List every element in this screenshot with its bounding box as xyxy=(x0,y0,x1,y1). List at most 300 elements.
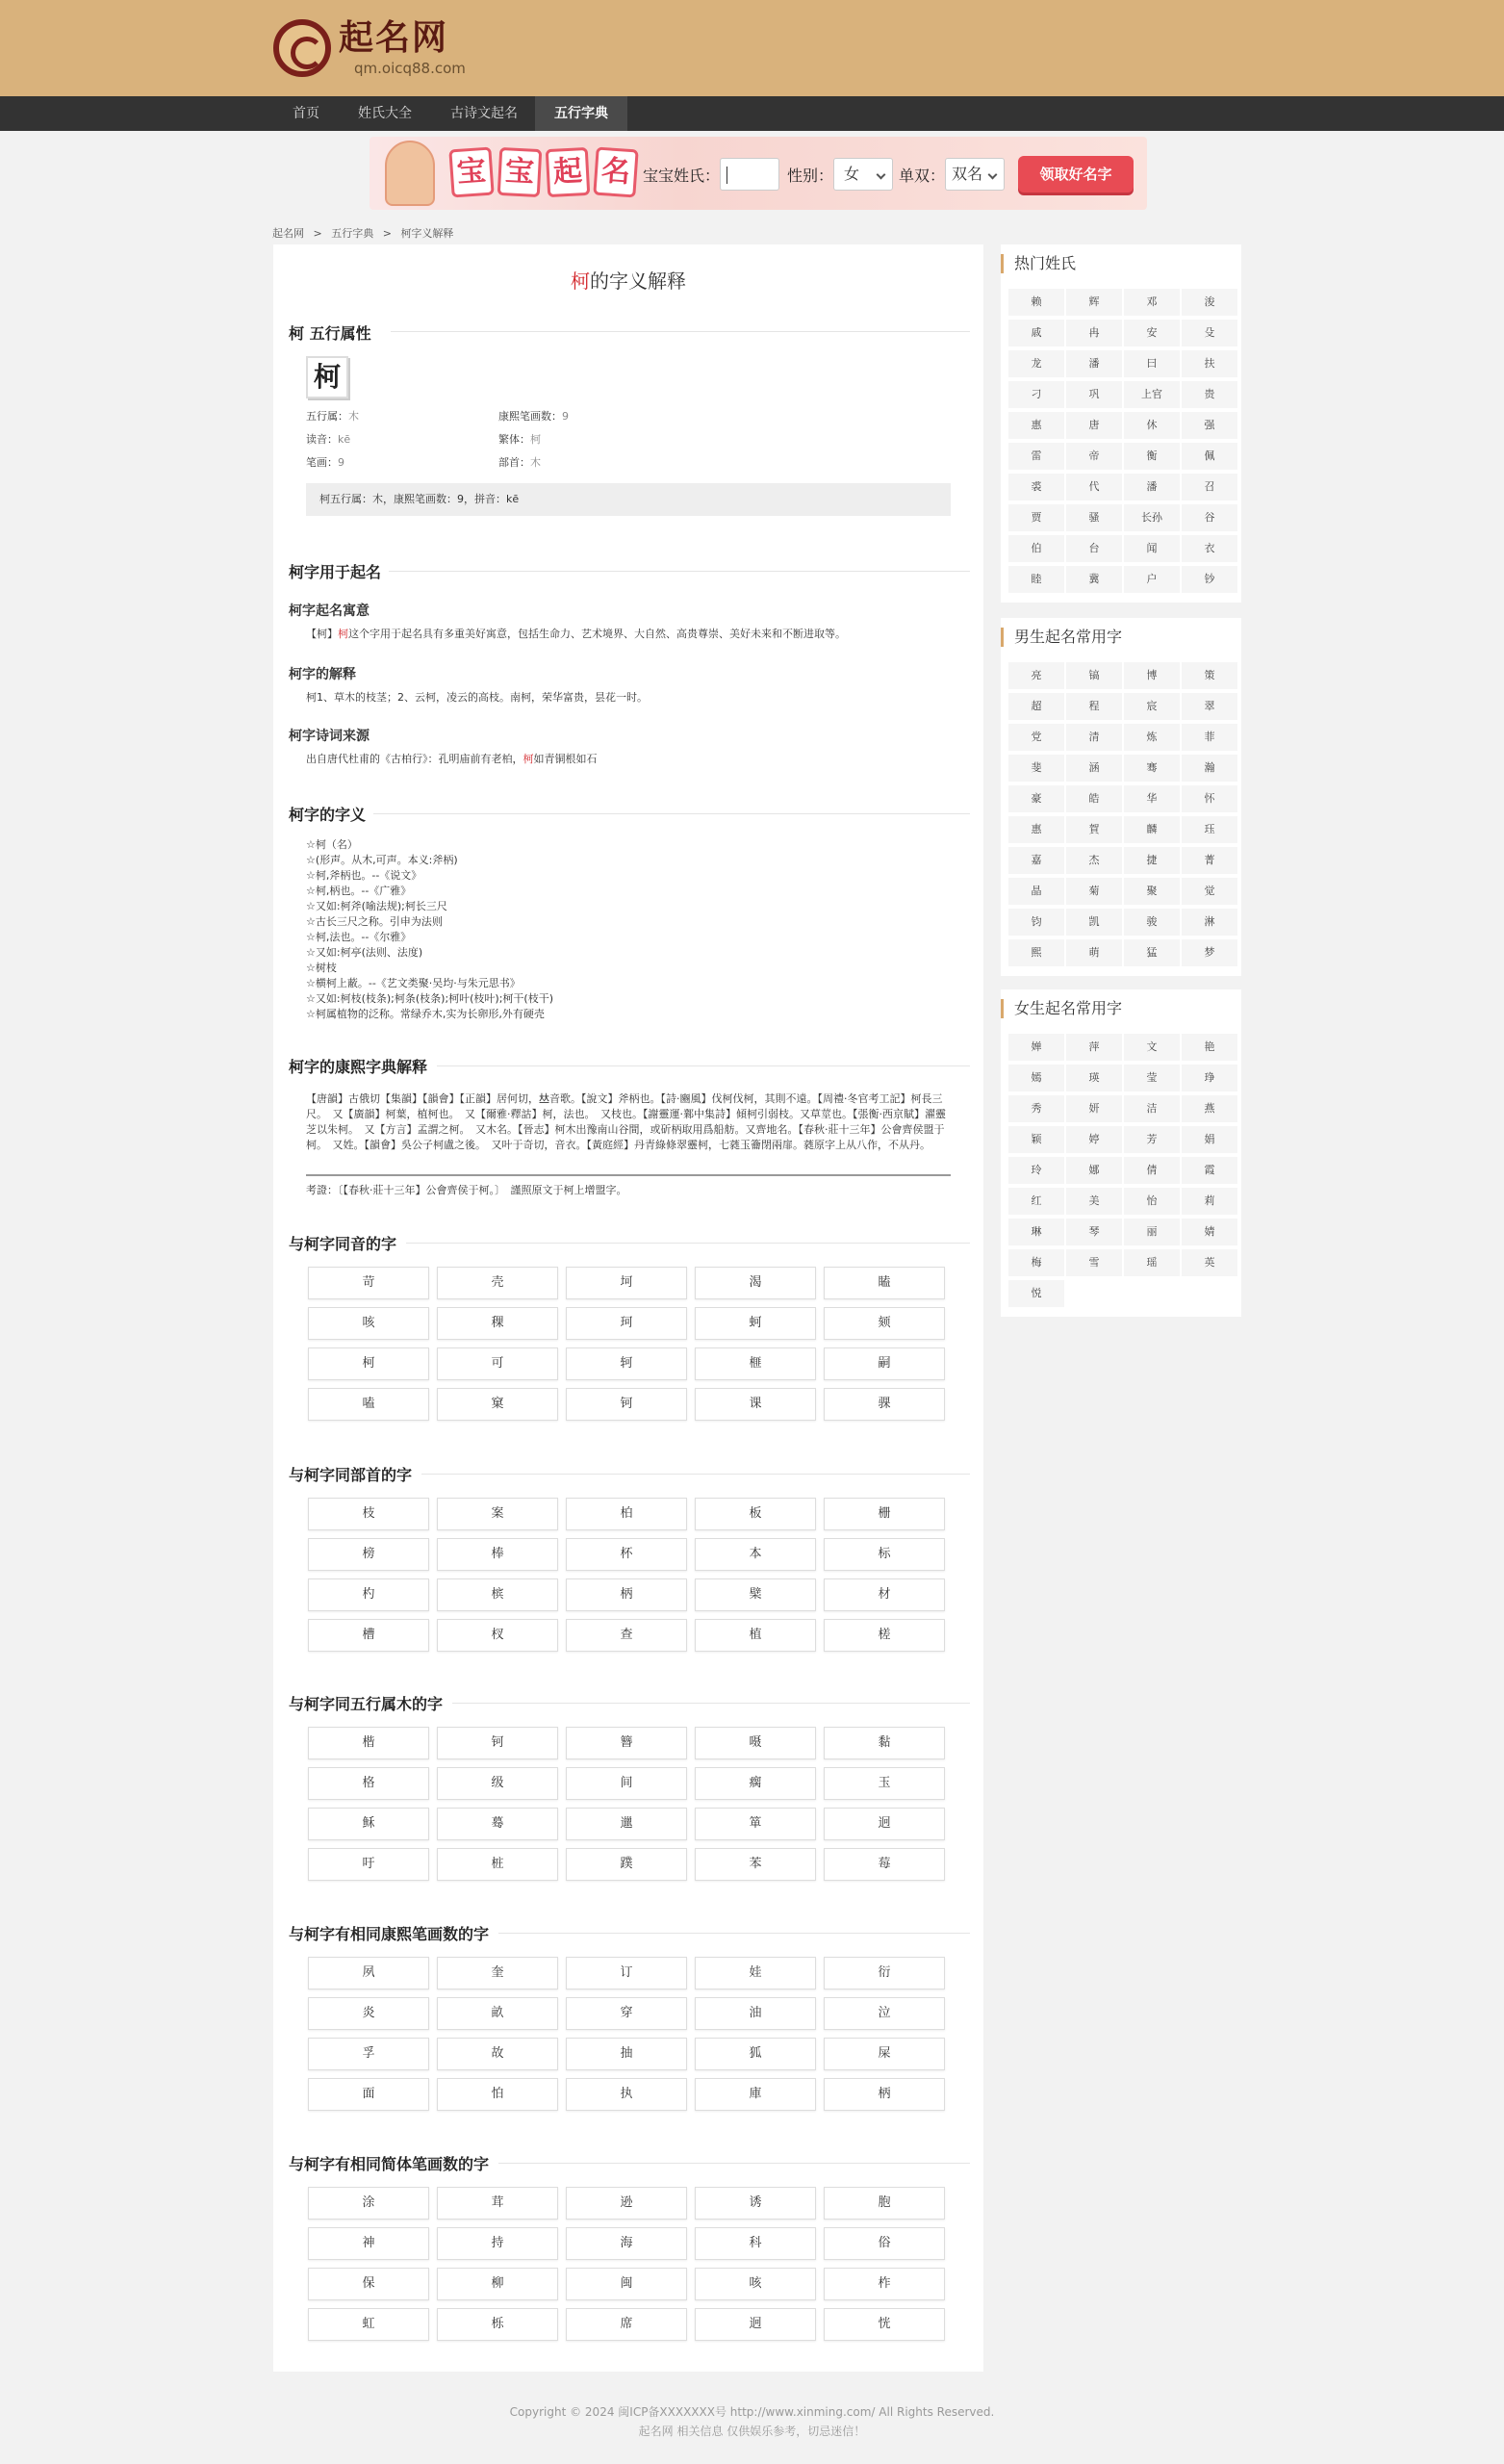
side-char-link[interactable]: 镐 xyxy=(1066,662,1122,689)
side-char-link[interactable]: 博 xyxy=(1124,662,1180,689)
related-char-link[interactable]: 级 xyxy=(437,1767,558,1800)
side-char-link[interactable]: 瑶 xyxy=(1124,1249,1180,1276)
related-char-link[interactable]: 狐 xyxy=(695,2038,816,2070)
related-char-link[interactable]: 蚵 xyxy=(695,1307,816,1340)
related-char-link[interactable]: 执 xyxy=(566,2078,687,2111)
related-char-link[interactable]: 杓 xyxy=(308,1578,429,1611)
meaning-line: ☆又如:柯亭(法则、法度) xyxy=(306,946,423,959)
side-char-link[interactable]: 瀚 xyxy=(1182,755,1237,782)
related-char-link[interactable]: 植 xyxy=(695,1619,816,1652)
related-char-link[interactable]: 涂 xyxy=(308,2187,429,2220)
chevron-down-icon xyxy=(877,170,886,180)
related-char-link[interactable]: 俗 xyxy=(824,2227,945,2260)
related-char-link[interactable]: 屎 xyxy=(824,2038,945,2070)
side-char-link[interactable]: 菁 xyxy=(1182,847,1237,874)
side-char-link[interactable]: 谷 xyxy=(1182,504,1237,531)
side-char-link[interactable]: 英 xyxy=(1182,1249,1237,1276)
dragon-logo-icon xyxy=(273,19,331,77)
highlight-char: 柯 xyxy=(338,628,348,640)
poem-text xyxy=(306,751,951,767)
related-char-link[interactable]: 桩 xyxy=(437,1848,558,1881)
banner-tile: 名 xyxy=(593,147,638,198)
related-char-link[interactable]: 海 xyxy=(566,2227,687,2260)
side-char-link[interactable]: 倩 xyxy=(1124,1157,1180,1184)
chevron-down-icon xyxy=(988,170,998,180)
related-char-link[interactable]: 苯 xyxy=(695,1848,816,1881)
side-char-link[interactable]: 晶 xyxy=(1008,878,1064,905)
side-char-link[interactable]: 代 xyxy=(1066,474,1122,500)
related-char-link[interactable]: 闽 xyxy=(566,2268,687,2300)
related-char-link[interactable]: 持 xyxy=(437,2227,558,2260)
banner-tile: 宝 xyxy=(448,147,494,198)
related-char-link[interactable]: 胞 xyxy=(824,2187,945,2220)
side-char-link[interactable]: 安 xyxy=(1124,320,1180,346)
related-char-link[interactable]: 神 xyxy=(308,2227,429,2260)
attr-label: 笔画： xyxy=(306,456,338,469)
related-char-link[interactable]: 杯 xyxy=(566,1538,687,1571)
side-char-link[interactable]: 刁 xyxy=(1008,381,1064,408)
related-char-link[interactable]: 庫 xyxy=(695,2078,816,2111)
grid-heading: 与柯字有相同康熙笔画数的字 xyxy=(289,1925,490,1943)
attr-value: 木 xyxy=(348,410,359,423)
name-type-select[interactable] xyxy=(945,158,1005,191)
attributes-heading: 柯 五行属性 xyxy=(289,324,371,343)
related-char-link[interactable]: 柯 xyxy=(308,1348,429,1380)
related-char-link[interactable]: 查 xyxy=(566,1619,687,1652)
meaning-line: ☆横柯上蔽。--《艺文类聚·吴均·与朱元思书》 xyxy=(306,977,521,989)
gender-select[interactable] xyxy=(833,158,893,191)
surname-input[interactable] xyxy=(720,158,779,191)
related-char-link[interactable]: 柳 xyxy=(437,2268,558,2300)
related-char-link[interactable]: 迥 xyxy=(695,2308,816,2341)
related-char-link[interactable]: 榜 xyxy=(308,1538,429,1571)
related-char-link[interactable]: 科 xyxy=(695,2227,816,2260)
side-char-link[interactable]: 觉 xyxy=(1182,878,1237,905)
name-type-label: 单双： xyxy=(899,167,946,185)
logo-url: qm.oicq88.com xyxy=(354,60,466,77)
related-char-link[interactable]: 杈 xyxy=(437,1619,558,1652)
related-char-link[interactable]: 泣 xyxy=(824,1997,945,2030)
side-char-link[interactable]: 扶 xyxy=(1182,350,1237,377)
meaning-line: ☆树枝 xyxy=(306,962,337,974)
baby-illustration-icon xyxy=(385,141,435,206)
character-box: 柯 xyxy=(306,356,348,398)
related-char-link[interactable]: 楷 xyxy=(308,1727,429,1759)
boy-chars-card xyxy=(1001,618,1241,976)
related-char-link[interactable]: 柄 xyxy=(824,2078,945,2111)
side-char-link[interactable]: 婷 xyxy=(1066,1126,1122,1153)
side-char-link[interactable]: 怡 xyxy=(1124,1188,1180,1215)
related-char-link[interactable]: 嗑 xyxy=(308,1388,429,1421)
side-char-link[interactable]: 伯 xyxy=(1008,535,1064,562)
attr-radical xyxy=(498,454,541,470)
side-char-link[interactable]: 凯 xyxy=(1066,909,1122,936)
divider xyxy=(421,1474,970,1475)
side-char-link[interactable]: 嘉 xyxy=(1008,847,1064,874)
nav-item-poetry-naming[interactable]: 古诗文起名 xyxy=(450,106,518,121)
breadcrumb-wuxing[interactable]: 五行字典 xyxy=(331,227,374,240)
side-char-link[interactable]: 琤 xyxy=(1182,1065,1237,1091)
side-char-link[interactable]: 杰 xyxy=(1066,847,1122,874)
naming-meaning-text xyxy=(306,626,951,642)
side-char-link[interactable]: 惠 xyxy=(1008,412,1064,439)
grid-heading: 与柯字同部首的字 xyxy=(289,1466,413,1484)
side-char-link[interactable]: 衡 xyxy=(1124,443,1180,470)
related-char-link[interactable]: 箪 xyxy=(695,1808,816,1840)
related-char-link[interactable]: 标 xyxy=(824,1538,945,1571)
side-char-link[interactable]: 亮 xyxy=(1008,662,1064,689)
attr-value: 木 xyxy=(530,456,541,469)
side-char-link[interactable]: 台 xyxy=(1066,535,1122,562)
explain-title: 柯字的解释 xyxy=(289,667,356,682)
side-char-link[interactable]: 佩 xyxy=(1182,443,1237,470)
attr-value: 9 xyxy=(338,456,344,469)
side-char-link[interactable]: 骏 xyxy=(1124,909,1180,936)
side-char-link[interactable]: 嫣 xyxy=(1008,1065,1064,1091)
divider xyxy=(498,2163,970,2164)
side-char-link[interactable]: 妍 xyxy=(1066,1095,1122,1122)
meaning-body: 这个字用于起名具有多重美好寓意，包括生命力、艺术境界、大自然、高贵尊崇、美好未来和不断进取等。 xyxy=(348,628,846,640)
related-char-link[interactable]: 本 xyxy=(695,1538,816,1571)
attr-label: 部首： xyxy=(498,456,530,469)
attr-label: 康熙笔画数： xyxy=(498,410,562,423)
related-char-link[interactable]: 咳 xyxy=(308,1307,429,1340)
side-char-link[interactable]: 文 xyxy=(1124,1034,1180,1061)
side-char-link[interactable]: 梦 xyxy=(1182,939,1237,966)
related-char-link[interactable]: 稞 xyxy=(437,1307,558,1340)
divider xyxy=(391,331,970,332)
side-char-link[interactable]: 唐 xyxy=(1066,412,1122,439)
side-char-link[interactable]: 宸 xyxy=(1124,693,1180,720)
side-char-link[interactable]: 美 xyxy=(1066,1188,1122,1215)
related-char-link[interactable]: 骒 xyxy=(824,1388,945,1421)
side-char-link[interactable]: 潘 xyxy=(1066,350,1122,377)
related-char-link[interactable]: 柏 xyxy=(566,1498,687,1530)
related-char-link[interactable]: 课 xyxy=(695,1388,816,1421)
side-char-link[interactable]: 涵 xyxy=(1066,755,1122,782)
site-logo[interactable] xyxy=(273,17,485,79)
related-char-link[interactable]: 怕 xyxy=(437,2078,558,2111)
side-char-link[interactable]: 华 xyxy=(1124,785,1180,812)
side-char-link[interactable]: 猛 xyxy=(1124,939,1180,966)
related-char-link[interactable]: 黏 xyxy=(824,1727,945,1759)
highlight-char: 柯 xyxy=(523,753,534,765)
side-char-link[interactable]: 皓 xyxy=(1066,785,1122,812)
meaning-line: ☆柯（名） xyxy=(306,838,358,851)
related-char-link[interactable]: 槽 xyxy=(308,1619,429,1652)
side-char-link[interactable]: 怀 xyxy=(1182,785,1237,812)
related-char-link[interactable]: 檗 xyxy=(695,1578,816,1611)
side-char-link[interactable]: 翠 xyxy=(1182,693,1237,720)
side-char-link[interactable]: 颖 xyxy=(1008,1126,1064,1153)
attr-label: 读音： xyxy=(306,433,338,446)
side-char-link[interactable]: 艳 xyxy=(1182,1034,1237,1061)
side-char-link[interactable]: 帝 xyxy=(1066,443,1122,470)
side-char-link[interactable]: 衣 xyxy=(1182,535,1237,562)
poem-prefix: 出自唐代杜甫的《古柏行》：孔明庙前有老柏， xyxy=(306,753,523,765)
grid-heading: 与柯字同音的字 xyxy=(289,1235,397,1253)
banner-tile: 宝 xyxy=(497,147,543,197)
related-char-link[interactable]: 诱 xyxy=(695,2187,816,2220)
side-char-link[interactable]: 龙 xyxy=(1008,350,1064,377)
side-char-link[interactable]: 熙 xyxy=(1008,939,1064,966)
side-char-link[interactable]: 程 xyxy=(1066,693,1122,720)
divider xyxy=(406,1243,970,1244)
attr-value: 柯 xyxy=(530,433,541,446)
side-char-link[interactable]: 上官 xyxy=(1124,381,1180,408)
side-char-link[interactable]: 梅 xyxy=(1008,1249,1064,1276)
title-char: 柯 xyxy=(571,270,590,293)
divider xyxy=(437,1065,970,1066)
naming-heading: 柯字用于起名 xyxy=(289,563,382,581)
side-char-link[interactable]: 强 xyxy=(1182,412,1237,439)
side-char-link[interactable]: 琳 xyxy=(1008,1219,1064,1245)
related-char-link[interactable]: 吁 xyxy=(308,1848,429,1881)
related-char-link[interactable]: 渴 xyxy=(695,1267,816,1299)
related-char-link[interactable]: 坷 xyxy=(566,1267,687,1299)
related-char-link[interactable]: 案 xyxy=(437,1498,558,1530)
breadcrumb-current: 柯字义解释 xyxy=(400,227,454,240)
surname-label: 宝宝姓氏： xyxy=(643,167,721,185)
side-char-link[interactable]: 策 xyxy=(1182,662,1237,689)
related-char-link[interactable]: 棒 xyxy=(437,1538,558,1571)
side-char-link[interactable]: 雷 xyxy=(1008,443,1064,470)
side-char-link[interactable]: 骚 xyxy=(1066,504,1122,531)
attr-value: kē xyxy=(338,433,351,446)
attr-label: 五行属： xyxy=(306,410,348,423)
related-char-link[interactable]: 油 xyxy=(695,1997,816,2030)
side-char-link[interactable]: 巩 xyxy=(1066,381,1122,408)
side-char-link[interactable]: 悦 xyxy=(1008,1280,1064,1307)
related-char-link[interactable]: 衍 xyxy=(824,1957,945,1989)
related-char-link[interactable]: 苛 xyxy=(308,1267,429,1299)
nav-item-wuxing-dictionary[interactable]: 五行字典 xyxy=(535,96,627,131)
footer-copyright: Copyright © 2024 闽ICP备XXXXXXX号 http://www.xinming.com/ All Rights Reserved. xyxy=(509,2405,995,2419)
breadcrumb-home[interactable]: 起名网 xyxy=(272,227,304,240)
related-char-link[interactable]: 轲 xyxy=(566,1348,687,1380)
related-char-link[interactable]: 孚 xyxy=(308,2038,429,2070)
related-char-link[interactable]: 莓 xyxy=(824,1848,945,1881)
related-char-link[interactable]: 板 xyxy=(695,1498,816,1530)
side-char-link[interactable]: 党 xyxy=(1008,724,1064,751)
side-char-link[interactable]: 聚 xyxy=(1124,878,1180,905)
nav-item-surnames[interactable]: 姓氏大全 xyxy=(358,106,412,121)
related-char-link[interactable]: 榧 xyxy=(695,1348,816,1380)
side-char-link[interactable]: 淋 xyxy=(1182,909,1237,936)
get-name-button[interactable]: 领取好名字 xyxy=(1018,156,1134,192)
divider xyxy=(306,1174,951,1176)
related-char-link[interactable]: 恍 xyxy=(824,2308,945,2341)
nav-item-home[interactable]: 首页 xyxy=(293,106,319,121)
related-char-link[interactable]: 蓦 xyxy=(437,1808,558,1840)
related-char-link[interactable]: 可 xyxy=(437,1348,558,1380)
banner-tile: 起 xyxy=(546,147,591,197)
related-char-link[interactable]: 畝 xyxy=(437,1997,558,2030)
related-char-link[interactable]: 娃 xyxy=(695,1957,816,1989)
attr-label: 繁体： xyxy=(498,433,530,446)
side-char-link[interactable]: 清 xyxy=(1066,724,1122,751)
related-char-link[interactable]: 订 xyxy=(566,1957,687,1989)
side-char-link[interactable]: 琴 xyxy=(1066,1219,1122,1245)
meaning-line: ☆又如:柯斧(喻法规);柯长三尺 xyxy=(306,900,447,912)
side-char-link[interactable]: 萌 xyxy=(1066,939,1122,966)
side-char-link[interactable]: 潘 xyxy=(1124,474,1180,500)
related-char-link[interactable]: 迥 xyxy=(824,1808,945,1840)
explain-text: 柯1、草木的枝茎；2、云柯，凌云的高枝。南柯，荣华富贵，昙花一时。 xyxy=(306,691,648,704)
related-char-link[interactable]: 槟 xyxy=(437,1578,558,1611)
side-char-link[interactable]: 萍 xyxy=(1066,1034,1122,1061)
side-char-link[interactable]: 钞 xyxy=(1182,566,1237,593)
related-char-link[interactable]: 嗫 xyxy=(695,1727,816,1759)
meaning-line: ☆柯,斧柄也。--《说文》 xyxy=(306,869,422,882)
breadcrumb-separator: > xyxy=(382,227,392,240)
footer xyxy=(0,2402,1504,2441)
side-char-link[interactable]: 闻 xyxy=(1124,535,1180,562)
related-char-link[interactable]: 夙 xyxy=(308,1957,429,1989)
side-char-link[interactable]: 菲 xyxy=(1182,724,1237,751)
related-char-link[interactable]: 稣 xyxy=(308,1808,429,1840)
side-char-link[interactable]: 玲 xyxy=(1008,1157,1064,1184)
side-char-link[interactable]: 赖 xyxy=(1008,289,1064,316)
side-char-link[interactable]: 钧 xyxy=(1008,909,1064,936)
side-char-link[interactable]: 浚 xyxy=(1182,289,1237,316)
name-type-value: 双名 xyxy=(952,165,983,183)
side-char-link[interactable]: 雪 xyxy=(1066,1249,1122,1276)
attribute-summary: 柯五行属：木，康熙笔画数：9，拼音：kē xyxy=(306,483,951,516)
side-char-link[interactable]: 红 xyxy=(1008,1188,1064,1215)
attr-traditional xyxy=(498,431,541,447)
side-char-link[interactable]: 戚 xyxy=(1008,320,1064,346)
gender-label: 性别： xyxy=(787,167,834,185)
side-char-link[interactable]: 菊 xyxy=(1066,878,1122,905)
side-char-link[interactable]: 莉 xyxy=(1182,1188,1237,1215)
related-char-link[interactable]: 咳 xyxy=(695,2268,816,2300)
related-char-link[interactable]: 钶 xyxy=(566,1388,687,1421)
side-char-link[interactable]: 秀 xyxy=(1008,1095,1064,1122)
meaning-line: ☆柯属植物的泛称。常绿乔木,实为长卵形,外有硬壳 xyxy=(306,1008,545,1020)
meaning-line: ☆柯,法也。--《尔雅》 xyxy=(306,931,412,943)
side-char-link[interactable]: 冀 xyxy=(1066,566,1122,593)
side-char-link[interactable]: 炼 xyxy=(1124,724,1180,751)
side-char-link[interactable]: 娜 xyxy=(1066,1157,1122,1184)
related-char-link[interactable]: 玉 xyxy=(824,1767,945,1800)
side-char-link[interactable]: 燕 xyxy=(1182,1095,1237,1122)
attr-kangxi-strokes xyxy=(498,408,569,424)
poem-title: 柯字诗词来源 xyxy=(289,729,370,744)
side-char-link[interactable]: 賀 xyxy=(1066,816,1122,843)
side-char-link[interactable]: 曰 xyxy=(1124,350,1180,377)
side-char-link[interactable]: 裘 xyxy=(1008,474,1064,500)
side-char-link[interactable]: 冉 xyxy=(1066,320,1122,346)
side-char-link[interactable]: 娟 xyxy=(1182,1126,1237,1153)
side-char-link[interactable]: 惠 xyxy=(1008,816,1064,843)
related-char-link[interactable]: 面 xyxy=(308,2078,429,2111)
meaning-line: ☆又如:柯枝(枝条);柯条(枝条);柯叶(枝叶);柯干(枝干) xyxy=(306,992,554,1005)
related-char-link[interactable]: 材 xyxy=(824,1578,945,1611)
side-char-link[interactable]: 丽 xyxy=(1124,1219,1180,1245)
related-char-link[interactable]: 栅 xyxy=(824,1498,945,1530)
side-char-link[interactable]: 长孙 xyxy=(1124,504,1180,531)
side-char-link[interactable]: 辉 xyxy=(1066,289,1122,316)
side-char-link[interactable]: 洁 xyxy=(1124,1095,1180,1122)
side-char-link[interactable]: 殳 xyxy=(1182,320,1237,346)
attr-strokes xyxy=(306,454,344,470)
related-char-link[interactable]: 奎 xyxy=(437,1957,558,1989)
side-char-link[interactable]: 休 xyxy=(1124,412,1180,439)
grid-heading: 与柯字同五行属木的字 xyxy=(289,1695,444,1713)
related-char-link[interactable]: 逊 xyxy=(566,2187,687,2220)
attr-value: 9 xyxy=(562,410,569,423)
side-char-link[interactable]: 麟 xyxy=(1124,816,1180,843)
side-char-link[interactable]: 霞 xyxy=(1182,1157,1237,1184)
side-char-link[interactable]: 莹 xyxy=(1124,1065,1180,1091)
related-char-link[interactable]: 柞 xyxy=(824,2268,945,2300)
related-char-link[interactable]: 柄 xyxy=(566,1578,687,1611)
side-char-link[interactable]: 邓 xyxy=(1124,289,1180,316)
related-char-link[interactable]: 颏 xyxy=(824,1307,945,1340)
side-char-link[interactable]: 骞 xyxy=(1124,755,1180,782)
main-nav xyxy=(0,96,1504,131)
related-char-link[interactable]: 珂 xyxy=(566,1307,687,1340)
related-char-link[interactable]: 簪 xyxy=(566,1727,687,1759)
related-char-link[interactable]: 虹 xyxy=(308,2308,429,2341)
meanings-list xyxy=(306,837,951,1022)
related-char-link[interactable]: 茸 xyxy=(437,2187,558,2220)
side-char-link[interactable]: 睦 xyxy=(1008,566,1064,593)
related-char-link[interactable]: 窠 xyxy=(437,1388,558,1421)
related-char-link[interactable]: 格 xyxy=(308,1767,429,1800)
related-char-link[interactable]: 邋 xyxy=(566,1808,687,1840)
related-char-link[interactable]: 枝 xyxy=(308,1498,429,1530)
side-char-link[interactable]: 贾 xyxy=(1008,504,1064,531)
side-char-link[interactable]: 婵 xyxy=(1008,1034,1064,1061)
related-char-link[interactable]: 炎 xyxy=(308,1997,429,2030)
related-char-link[interactable]: 壳 xyxy=(437,1267,558,1299)
side-char-link[interactable]: 瑛 xyxy=(1066,1065,1122,1091)
related-char-link[interactable]: 瞌 xyxy=(824,1267,945,1299)
breadcrumb-separator: > xyxy=(313,227,322,240)
related-char-link[interactable]: 蹼 xyxy=(566,1848,687,1881)
related-char-link[interactable]: 保 xyxy=(308,2268,429,2300)
naming-banner xyxy=(370,137,1147,210)
related-char-link[interactable]: 故 xyxy=(437,2038,558,2070)
side-char-link[interactable]: 斐 xyxy=(1008,755,1064,782)
related-char-link[interactable]: 栎 xyxy=(437,2308,558,2341)
related-char-link[interactable]: 间 xyxy=(566,1767,687,1800)
related-char-link[interactable]: 穿 xyxy=(566,1997,687,2030)
side-char-link[interactable]: 婧 xyxy=(1182,1219,1237,1245)
side-char-link[interactable]: 户 xyxy=(1124,566,1180,593)
side-char-link[interactable]: 芳 xyxy=(1124,1126,1180,1153)
side-char-link[interactable]: 豪 xyxy=(1008,785,1064,812)
side-char-link[interactable]: 超 xyxy=(1008,693,1064,720)
side-char-link[interactable]: 捷 xyxy=(1124,847,1180,874)
related-char-link[interactable]: 抽 xyxy=(566,2038,687,2070)
divider xyxy=(452,1703,970,1704)
related-char-link[interactable]: 瘸 xyxy=(695,1767,816,1800)
related-char-link[interactable]: 席 xyxy=(566,2308,687,2341)
girl-chars-card xyxy=(1001,989,1241,1317)
related-char-link[interactable]: 钶 xyxy=(437,1727,558,1759)
meaning-line: ☆柯,柄也。--《广雅》 xyxy=(306,885,412,897)
kangxi-text: 【唐韻】古俄切【集韻】【韻會】【正韻】居何切，𠀤音歌。【說文】斧柄也。【詩·豳風】伐柯伐柯，其則不遠。【周禮·冬官考工記】柯長三尺。 又【廣韻】柯葉，植柯也。 又【爾雅·釋詁】柯，法也。 又枝也。【謝靈運·鄴中集詩】傾柯引弱枝。又草莖也。【張衡·西京賦】濯靈芝以朱柯。 又【方言】孟謂之柯。 又木名。【晉志】柯木出豫南山谷間，或斫柄取用爲船舫。又齊地名。【春秋·莊十三年】公會齊侯盟于柯。 又姓。【韻會】吳公子柯盧之後。 又叶于奇切，音衣。【黃庭經】丹青綠條翠靈柯，七蕤玉籥閉兩扉。蕤原字上从八作，不从丹。 xyxy=(306,1092,946,1151)
related-char-link[interactable]: 嗣 xyxy=(824,1348,945,1380)
page-title xyxy=(273,266,983,294)
side-char-link[interactable]: 召 xyxy=(1182,474,1237,500)
side-char-link[interactable]: 贵 xyxy=(1182,381,1237,408)
side-char-link[interactable]: 珏 xyxy=(1182,816,1237,843)
related-char-link[interactable]: 槎 xyxy=(824,1619,945,1652)
